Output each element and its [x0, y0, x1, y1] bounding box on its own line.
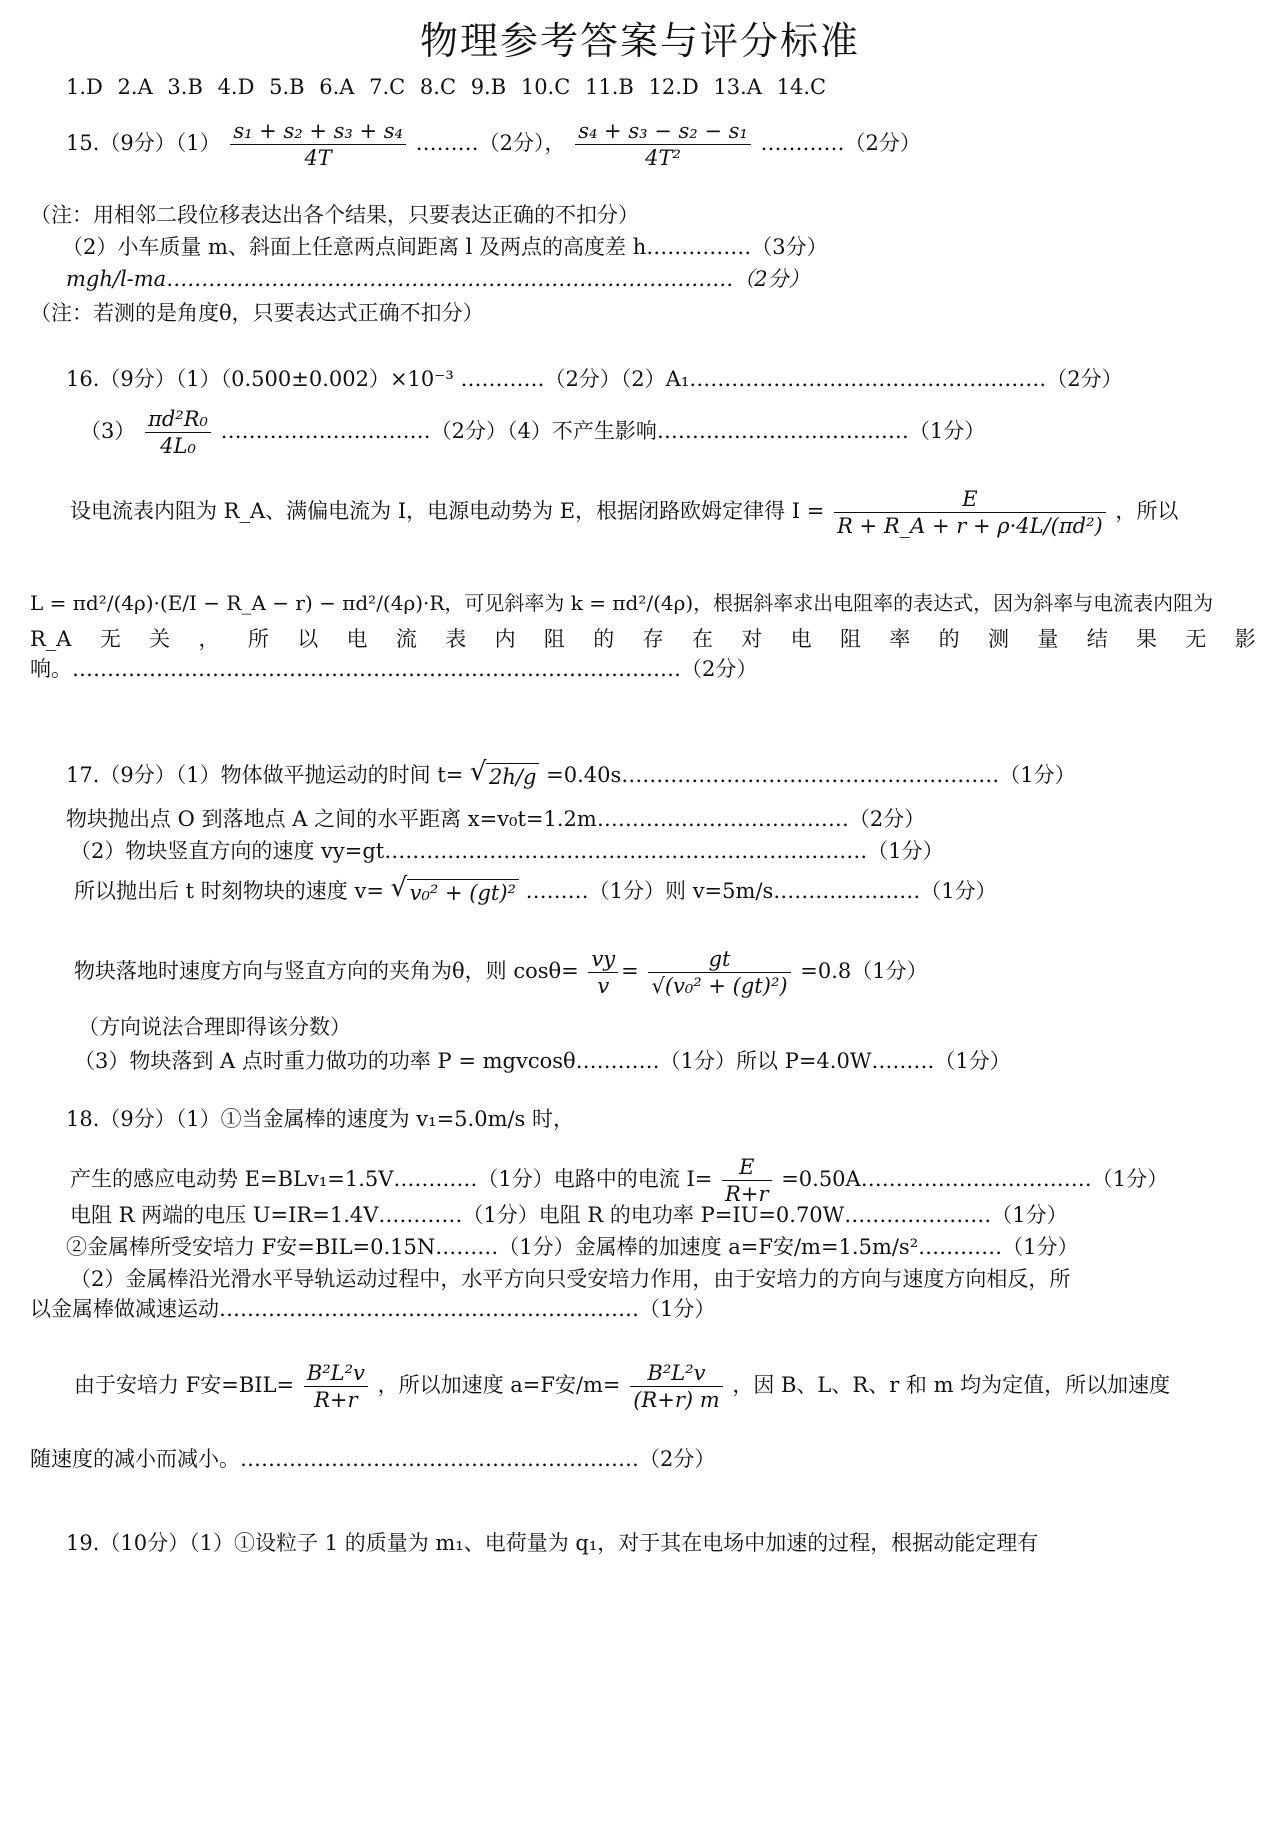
- q15-note1: （注：用相邻二段位移表达出各个结果，只要表达正确的不扣分）: [30, 203, 639, 227]
- q17-sqrt: √ 2h/g: [486, 763, 539, 790]
- q16-explain-b: ，所以: [1115, 499, 1179, 523]
- q16-line1: 16.（9分）（1）（0.500±0.002）×10⁻³ …………（2分）（2）A₁……………………………………………（2分）: [66, 367, 1123, 391]
- q18-l7-f1-num: B²L²v: [304, 1360, 368, 1387]
- q18-line4: ②金属棒所受安培力 F安=BIL=0.15N………（1分）金属棒的加速度 a=F安/m=1.5m/s²…………（1分）: [66, 1235, 1079, 1259]
- q15-part2: （2）小车质量 m、斜面上任意两点间距离 l 及两点的高度差 h……………（3分）: [62, 235, 828, 259]
- q15-f2-tail: …………（2分）: [760, 131, 921, 155]
- q18-l2-den: R+r: [725, 1182, 769, 1206]
- q17-l5-fraction-2: [648, 946, 790, 999]
- q17-l4-sqrt: √ v₀² + (gt)²: [407, 879, 519, 906]
- q18-l7-f2-den: (R+r) m: [633, 1388, 720, 1412]
- q17-l4-head: 所以抛出后 t 时刻物块的速度 v=: [74, 879, 384, 903]
- q16-d-word: 果: [1136, 627, 1158, 651]
- q17-l1-head: 17.（9分）（1）物体做平抛运动的时间 t=: [66, 763, 464, 787]
- q16-d-word: 流: [395, 627, 417, 651]
- q16-d-word: R_A: [30, 627, 72, 651]
- q16-ohm-num: E: [834, 486, 1106, 513]
- q15-f2-num: s₄ + s₃ − s₂ − s₁: [575, 118, 751, 145]
- q16-fraction: [145, 406, 211, 459]
- q16-d-word: 内: [494, 627, 516, 651]
- q17-line2: 物块抛出点 O 到落地点 A 之间的水平距离 x=v₀t=1.2m………………………………（2分）: [66, 807, 926, 831]
- q16-d-word: 表: [445, 627, 467, 651]
- q16-p3-head: （3）: [80, 419, 136, 443]
- q17-l5-fraction-1: [588, 946, 618, 999]
- q18-l2-fraction: [722, 1154, 771, 1207]
- q17-line3: （2）物块竖直方向的速度 vy=gt……………………………………………………………（1分）: [70, 839, 944, 863]
- q16-d-word: 以: [297, 627, 319, 651]
- q18-line7: [74, 1360, 1170, 1413]
- q17-line6: （方向说法合理即得该分数）: [78, 1015, 351, 1039]
- q18-line1: 18.（9分）（1）①当金属棒的速度为 v₁=5.0m/s 时，: [66, 1107, 575, 1131]
- q16-explain-e: 响。……………………………………………………………………………（2分）: [30, 657, 758, 681]
- q17-l5-tail: =0.8（1分）: [800, 959, 928, 983]
- q16-p3-tail: …………………………（2分）（4）不产生影响………………………………（1分）: [220, 419, 986, 443]
- q18-line2: [70, 1154, 1168, 1207]
- q16-d-word: 测: [988, 627, 1010, 651]
- q16-d-word: 量: [1037, 627, 1059, 651]
- q15-f1-tail: ………（2分），: [415, 131, 566, 155]
- q18-line3: 电阻 R 两端的电压 U=IR=1.4V…………（1分）电阻 R 的电功率 P=IU=0.70W…………………（1分）: [70, 1203, 1068, 1227]
- q16-d-word: 的: [593, 627, 615, 651]
- q18-line6: 以金属棒做减速运动……………………………………………………（1分）: [30, 1297, 716, 1321]
- q18-l7-f1-den: R+r: [314, 1388, 358, 1412]
- q17-l5-head: 物块落地时速度方向与竖直方向的夹角为θ，则 cosθ=: [74, 959, 579, 983]
- q16-part3: [80, 406, 985, 459]
- q16-f-num: πd²R₀: [145, 406, 211, 433]
- q18-l7-fraction-2: [630, 1360, 722, 1413]
- page-title: 物理参考答案与评分标准: [419, 19, 860, 63]
- q16-d-word: 无: [99, 627, 121, 651]
- q18-l2-num: E: [722, 1154, 771, 1181]
- q17-line7: （3）物块落到 A 点时重力做功的功率 P = mgvcosθ…………（1分）所以 P=4.0W………（1分）: [74, 1049, 1011, 1073]
- q16-explain-d: [30, 626, 1256, 652]
- q16-d-word: 阻: [839, 627, 861, 651]
- q18-l2-head: 产生的感应电动势 E=BLv₁=1.5V…………（1分）电路中的电流 I=: [70, 1167, 713, 1191]
- q16-ohm-fraction: [834, 486, 1106, 539]
- q15-note2: （注：若测的是角度θ，只要表达式正确不扣分）: [30, 301, 484, 325]
- q17-line4: [74, 878, 997, 906]
- q15-part2b: mgh/l-ma………………………………………………………………………（2分）: [66, 267, 810, 291]
- q18-l7-head: 由于安培力 F安=BIL=: [74, 1373, 295, 1397]
- q16-d-word: 存: [642, 627, 664, 651]
- q16-d-word: 阻: [543, 627, 565, 651]
- q16-explain-c: L = πd²/(4ρ)·(E/I − R_A − r) − πd²/(4ρ)·R，可见斜率为 k = πd²/(4ρ)，根据斜率求出电阻率的表达式，因为斜率与电流表内阻为: [30, 591, 1214, 615]
- q16-d-word: 对: [741, 627, 763, 651]
- q17-line1: [66, 762, 1076, 790]
- q18-line8: 随速度的减小而减小。…………………………………………………（2分）: [30, 1447, 716, 1471]
- q15-f1-num: s₁ + s₂ + s₃ + s₄: [230, 118, 406, 145]
- q18-l7-mid: ，所以加速度 a=F安/m=: [377, 1373, 621, 1397]
- q15-f2-den: 4T²: [645, 146, 681, 170]
- q18-l7-tail: ，因 B、L、R、r 和 m 均为定值，所以加速度: [732, 1373, 1171, 1397]
- q17-line5: 物块落地时速度方向与竖直方向的夹角为θ，则 cosθ= $\frac{vy}{v}$ = $\frac{gt}{\text{√(v₀² + (gt)²)}}$ =0.8（1分）: [74, 947, 928, 998]
- q16-d-word: 率: [889, 627, 911, 651]
- q16-d-word: 的: [938, 627, 960, 651]
- q18-line5: （2）金属棒沿光滑水平导轨运动过程中，水平方向只受安培力作用，由于安培力的方向与速度方向相反，所: [70, 1267, 1071, 1291]
- q16-d-word: ，: [198, 627, 220, 651]
- q17-l5-f1-num: vy: [588, 946, 618, 973]
- q16-d-word: 电: [790, 627, 812, 651]
- q16-d-word: 结: [1086, 627, 1108, 651]
- q15-line1: [66, 118, 921, 171]
- q16-d-word: 无: [1185, 627, 1207, 651]
- q18-l7-f2-num: B²L²v: [630, 1360, 722, 1387]
- q18-l2-tail: =0.50A……………………………（1分）: [781, 1167, 1169, 1191]
- q16-ohm-den: R + R_A + r + ρ·4L/(πd²): [837, 514, 1103, 538]
- q15-fraction-2: [575, 118, 751, 171]
- q15-fraction-1: [230, 118, 406, 171]
- q17-l5-f1-den: v: [597, 974, 610, 998]
- q16-f-den: 4L₀: [160, 434, 196, 458]
- q15-head: 15.（9分）（1）: [66, 131, 221, 155]
- q16-d-word: 关: [149, 627, 171, 651]
- q17-l1-tail: =0.40s………………………………………………（1分）: [546, 763, 1076, 787]
- q18-l7-fraction-1: [304, 1360, 368, 1413]
- q17-l5-f2-num: gt: [648, 946, 790, 973]
- mc-answers: 1.D 2.A 3.B 4.D 5.B 6.A 7.C 8.C 9.B 10.C 11.B 12.D 13.A 14.C: [66, 75, 827, 99]
- q15-f1-den: 4T: [304, 146, 332, 170]
- q16-d-word: 所: [247, 627, 269, 651]
- q16-explain-a: 设电流表内阻为 R_A、满偏电流为 I，电源电动势为 E，根据闭路欧姆定律得 I =: [70, 499, 825, 523]
- q16-d-word: 电: [346, 627, 368, 651]
- q17-l4-tail: ………（1分）则 v=5m/s…………………（1分）: [525, 879, 997, 903]
- q16-d-word: 影: [1234, 627, 1256, 651]
- q19-line1: 19.（10分）（1）①设粒子 1 的质量为 m₁、电荷量为 q₁，对于其在电场中加速的过程，根据动能定理有: [66, 1531, 1039, 1555]
- q16-explain-a-line: [70, 486, 1178, 539]
- q17-l5-f2-den: √(v₀² + (gt)²): [651, 974, 788, 998]
- q16-d-word: 在: [691, 627, 713, 651]
